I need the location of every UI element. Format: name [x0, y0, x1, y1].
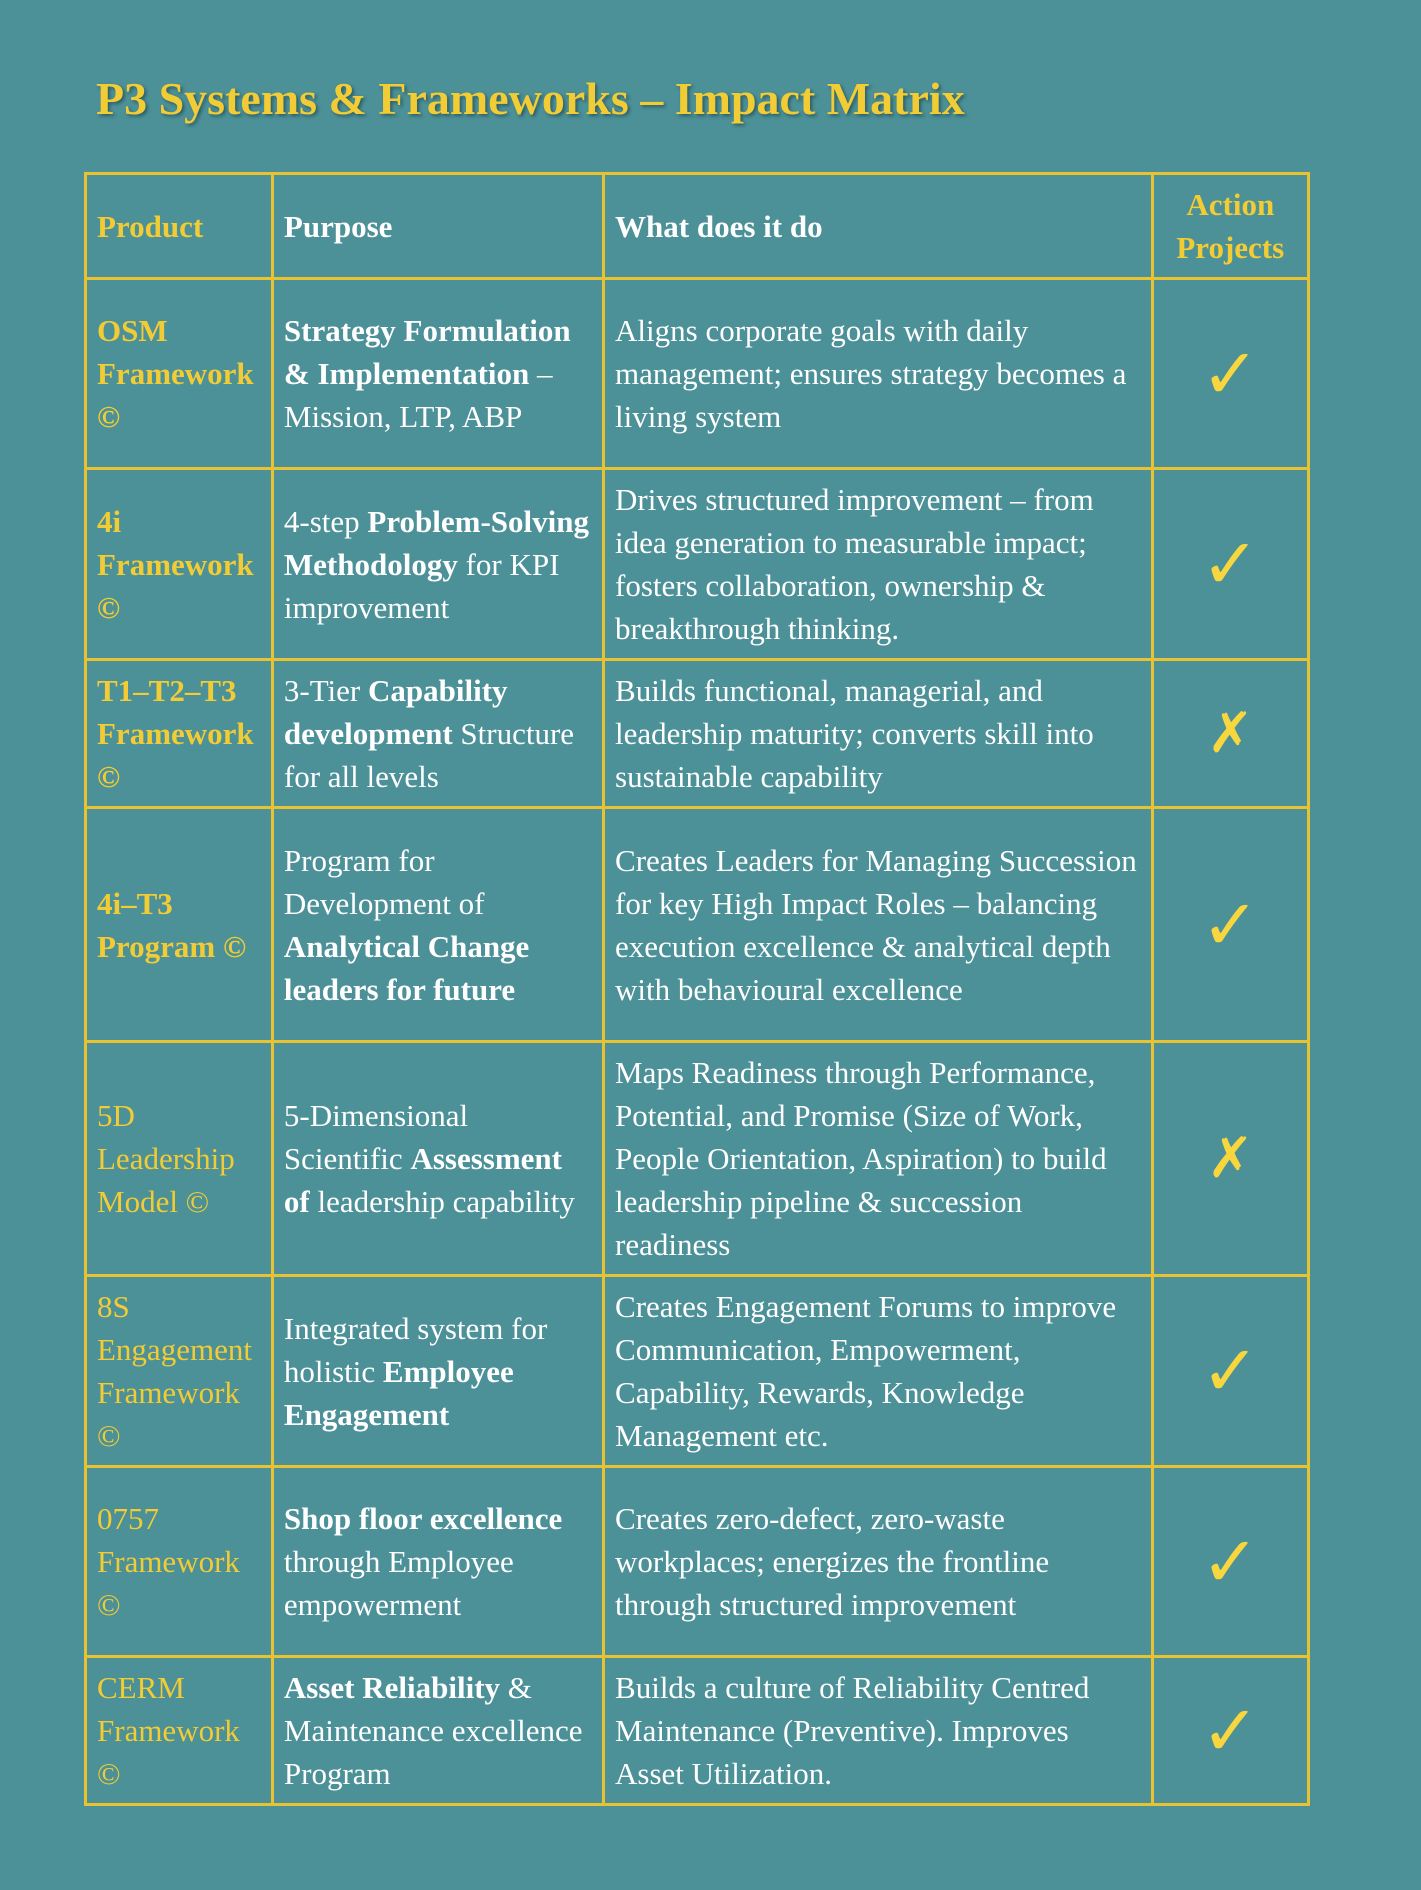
product-cell: T1–T2–T3 Framework ©	[86, 660, 273, 808]
purpose-text: Program for Development of	[283, 842, 485, 921]
purpose-text: Structure for all levels	[283, 716, 575, 794]
page-title: P3 Systems & Frameworks – Impact Matrix	[96, 73, 965, 124]
purpose-bold-text: Analytical Change leaders for future	[283, 928, 530, 1007]
purpose-text: for KPI improvement	[283, 546, 560, 625]
what-cell: Creates Leaders for Managing Succession for key High Impact Roles – balancing execution excellence & analytical depth with behavioural excellence	[604, 808, 1153, 1042]
action-cell	[1152, 279, 1308, 469]
product-cell: 5D Leadership Model ©	[86, 1042, 273, 1276]
action-cell	[1152, 660, 1308, 808]
table-row	[86, 808, 1309, 1042]
purpose-cell	[272, 1657, 603, 1805]
purpose-text: 3-Tier	[283, 673, 369, 708]
purpose-bold-text: Asset Reliability	[283, 1670, 501, 1705]
what-cell: Creates Engagement Forums to improve Communication, Empowerment, Capability, Rewards, Knowledge Management etc.	[604, 1276, 1153, 1467]
action-cell	[1152, 1276, 1308, 1467]
table-row	[86, 660, 1309, 808]
purpose-bold-text: Assessment of	[283, 1141, 562, 1219]
purpose-cell	[272, 660, 603, 808]
table-row	[86, 1042, 1309, 1276]
purpose-text: 4-step	[283, 503, 368, 539]
purpose-cell	[272, 1467, 603, 1657]
what-cell: Maps Readiness through Performance, Potential, and Promise (Size of Work, People Orientation, Aspiration) to build leadership pipeline & succession readiness	[604, 1042, 1153, 1276]
purpose-text: leadership capability	[309, 1184, 575, 1219]
purpose-text: & Maintenance excellence Program	[283, 1670, 583, 1791]
purpose-bold-text: Shop floor excellence	[283, 1501, 563, 1536]
action-cell	[1152, 469, 1308, 660]
purpose-cell	[272, 279, 603, 469]
header-product: Product	[86, 174, 273, 279]
product-cell: 8S Engagement Framework ©	[86, 1276, 273, 1467]
check-icon: ✓	[1200, 523, 1260, 605]
action-cell	[1152, 1657, 1308, 1805]
cross-icon: ✗	[1206, 1125, 1254, 1191]
action-cell	[1152, 1042, 1308, 1276]
check-icon: ✓	[1200, 1330, 1260, 1412]
product-cell: CERM Framework ©	[86, 1657, 273, 1805]
what-cell: Drives structured improvement – from idea generation to measurable impact; fosters collaboration, ownership & breakthrough thinking.	[604, 469, 1153, 660]
header-action	[1152, 174, 1308, 279]
table-row	[86, 1276, 1309, 1467]
product-cell: 4i Framework ©	[86, 469, 273, 660]
table-row	[86, 469, 1309, 660]
header-action-line1: Action	[1186, 187, 1275, 222]
impact-matrix-table	[84, 172, 1310, 1806]
purpose-bold-text: Employee Engagement	[283, 1353, 514, 1432]
product-cell: OSM Framework ©	[86, 279, 273, 469]
purpose-cell	[272, 1276, 603, 1467]
product-cell: 4i–T3 Program ©	[86, 808, 273, 1042]
header-purpose: Purpose	[272, 174, 603, 279]
check-icon: ✓	[1200, 1520, 1260, 1603]
purpose-cell	[272, 469, 603, 660]
header-what: What does it do	[604, 174, 1153, 279]
table-row	[86, 279, 1309, 469]
purpose-bold-text: Capability development	[283, 673, 508, 751]
table-row	[86, 1657, 1309, 1805]
purpose-bold-text: Problem-Solving Methodology	[283, 503, 590, 582]
check-icon: ✓	[1200, 883, 1260, 966]
purpose-text: Integrated system for holistic	[283, 1310, 548, 1389]
check-icon: ✓	[1200, 332, 1260, 415]
what-cell: Aligns corporate goals with daily management; ensures strategy becomes a living system	[604, 279, 1153, 469]
purpose-text: –Mission, LTP, ABP	[283, 356, 553, 434]
header-row	[86, 174, 1309, 279]
purpose-cell	[272, 808, 603, 1042]
table-row	[86, 1467, 1309, 1657]
purpose-bold-text: Strategy Formulation & Implementation	[283, 313, 571, 391]
what-cell: Creates zero-defect, zero-waste workplaces; energizes the frontline through structured improvement	[604, 1467, 1153, 1657]
purpose-text: through Employee empowerment	[283, 1544, 514, 1622]
check-icon: ✓	[1200, 1689, 1260, 1772]
action-cell	[1152, 1467, 1308, 1657]
what-cell: Builds a culture of Reliability Centred Maintenance (Preventive). Improves Asset Utilization.	[604, 1657, 1153, 1805]
purpose-cell	[272, 1042, 603, 1276]
product-cell: 0757 Framework ©	[86, 1467, 273, 1657]
what-cell: Builds functional, managerial, and leadership maturity; converts skill into sustainable capability	[604, 660, 1153, 808]
action-cell	[1152, 808, 1308, 1042]
cross-icon: ✗	[1206, 700, 1254, 766]
purpose-text: 5-Dimensional Scientific	[283, 1098, 469, 1176]
header-action-line2: Projects	[1176, 230, 1285, 265]
